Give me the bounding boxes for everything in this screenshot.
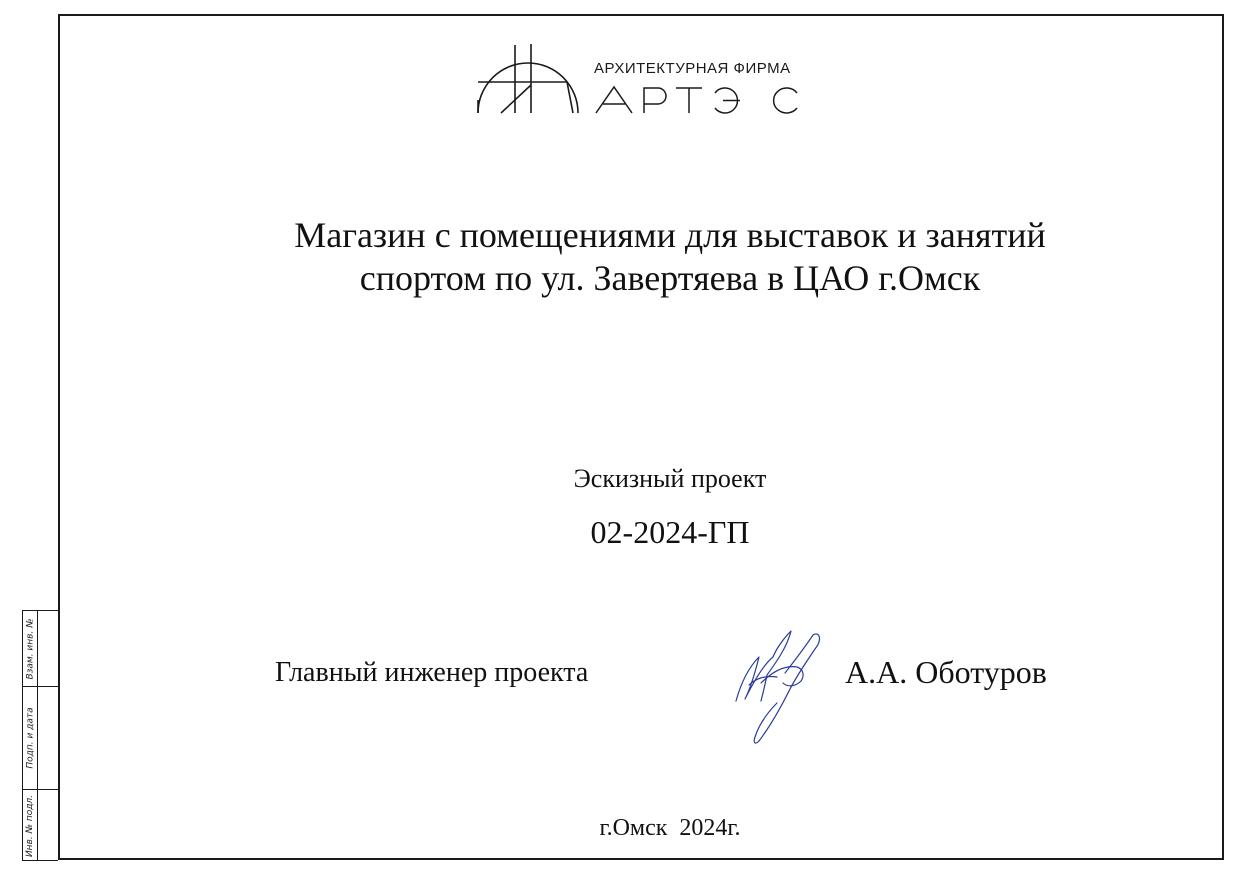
signature-image [725,625,835,750]
project-title-line: Магазин с помещениями для выставок и занятий [294,215,1046,255]
project-code: 02-2024-ГП [590,514,750,550]
side-stamp-label: Подп. и дата [25,706,36,769]
drawing-frame [58,14,1224,860]
project-title [200,214,1140,300]
firm-logo-icon [475,40,585,115]
signatory-name: А.А. Оботуров [845,654,1047,690]
side-stamp-divider [37,611,38,860]
side-stamp [22,610,58,861]
side-stamp-label: Взам. инв. № [25,617,36,680]
side-stamp-label: Инв. № подл. [25,794,36,857]
project-title-line: спортом по ул. Завертяева в ЦАО г.Омск [359,258,981,298]
signatory-role: Главный инженер проекта [275,657,589,688]
side-stamp-cell-original-inv [24,789,37,862]
side-stamp-cell-sign-date [24,686,37,789]
firm-caption: АРХИТЕКТУРНАЯ ФИРМА [594,60,791,77]
place-and-year: г.Омск 2024г. [599,815,741,841]
side-stamp-cell-replaced-inv [24,611,37,686]
project-stage: Эскизный проект [573,464,767,493]
firm-name-wordmark [594,84,804,116]
